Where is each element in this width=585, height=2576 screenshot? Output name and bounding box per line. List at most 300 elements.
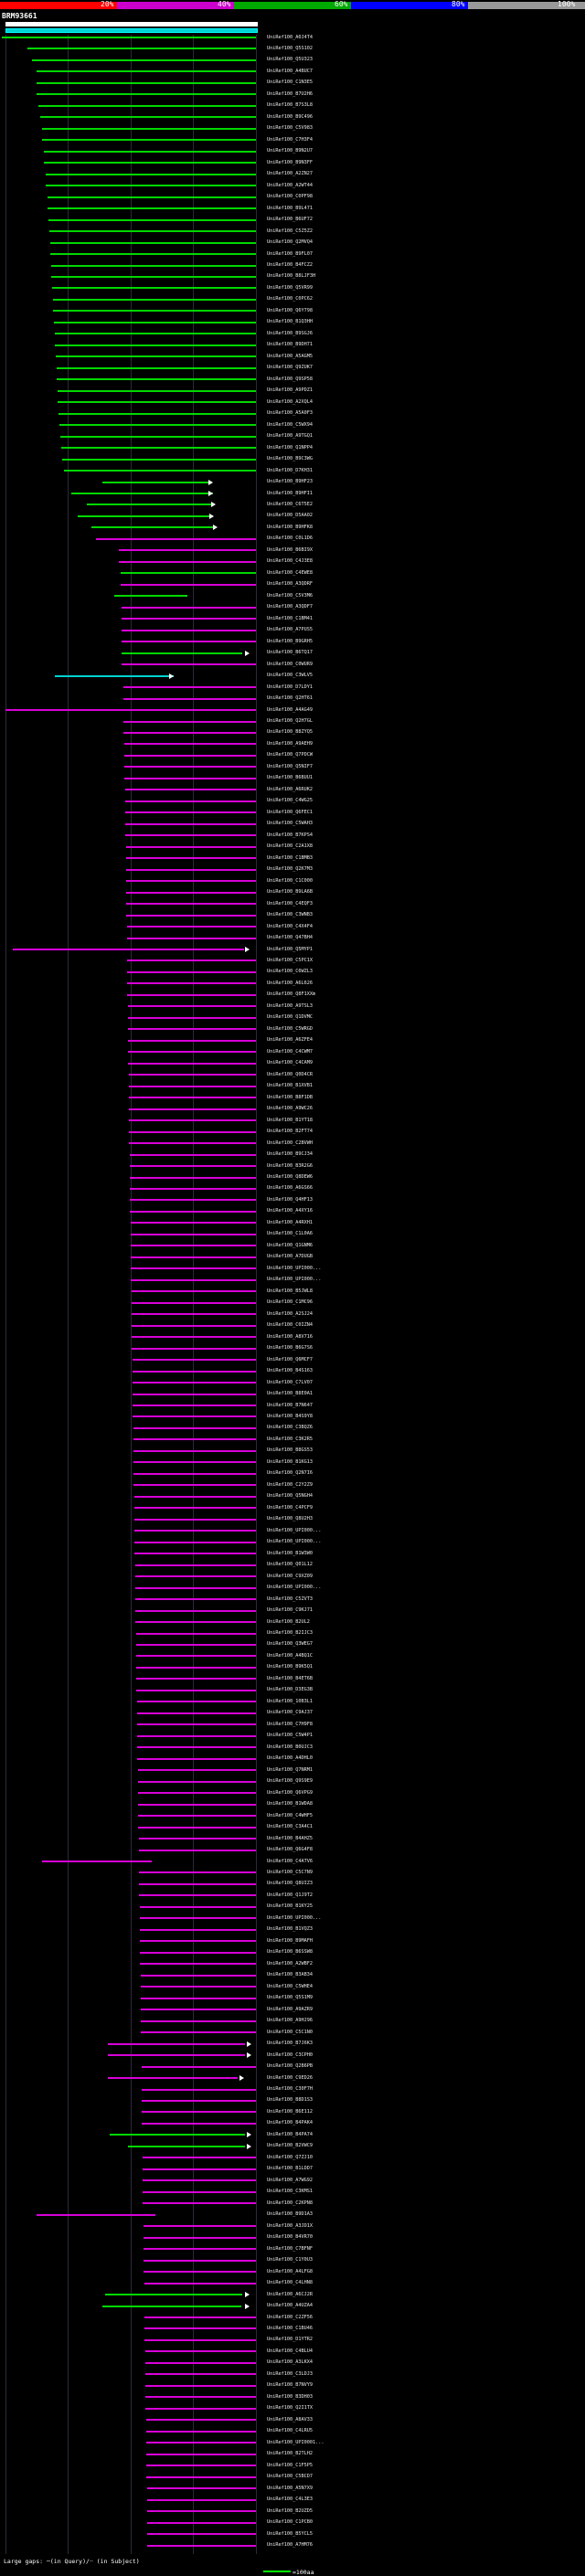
alignment-bar[interactable] [48,207,256,209]
alignment-bar[interactable] [133,1461,256,1463]
alignment-bar[interactable] [123,732,256,734]
hit-label[interactable]: UniRef100_C6T5E2 [267,501,313,507]
alignment-row[interactable] [0,1471,265,1477]
hit-label[interactable]: UniRef100_B7NVY9 [267,2382,313,2389]
alignment-bar[interactable] [122,607,256,609]
hit-label[interactable]: UniRef100_Q2I1TX [267,2405,313,2412]
alignment-row[interactable] [0,2019,265,2024]
alignment-bar[interactable] [143,2202,256,2204]
hit-label[interactable]: UniRef100_Q8F1XXm [267,991,316,998]
alignment-row[interactable] [0,936,265,941]
hit-label[interactable]: UniRef100_C4WG25 [267,798,313,804]
alignment-bar[interactable] [133,1484,256,1486]
alignment-bar[interactable] [135,1621,256,1623]
hit-label[interactable]: UniRef100_C6WZL3 [267,969,313,975]
alignment-row[interactable] [0,2281,265,2286]
alignment-row[interactable] [0,2304,265,2309]
alignment-row[interactable] [0,1915,265,1921]
alignment-row[interactable] [0,206,265,211]
alignment-bar[interactable] [121,584,256,586]
alignment-row[interactable] [0,673,265,679]
alignment-bar[interactable] [142,2100,256,2102]
alignment-bar[interactable] [40,116,256,118]
alignment-row[interactable] [0,855,265,861]
alignment-bar[interactable] [87,504,215,505]
alignment-bar[interactable] [128,1063,256,1065]
hit-label[interactable]: UniRef100_C4BLU4 [267,2348,313,2354]
hit-label[interactable]: UniRef100_A4DHL0 [267,1755,313,1762]
hit-label[interactable]: UniRef100_B9N3FF [267,159,313,165]
alignment-bar[interactable] [37,2214,155,2216]
hit-label[interactable]: UniRef100_A5AGM5 [267,353,313,359]
alignment-row[interactable] [0,217,265,223]
alignment-bar[interactable] [140,1929,256,1931]
hit-label[interactable]: UniRef100_C5WX94 [267,421,313,428]
alignment-bar[interactable] [136,1644,256,1646]
alignment-row[interactable] [0,1300,265,1306]
alignment-row[interactable] [0,2326,265,2331]
hit-label[interactable]: UniRef100_Q2MVQ4 [267,239,313,246]
alignment-row[interactable] [0,1163,265,1169]
hit-label[interactable]: UniRef100_A2WBF2 [267,1960,313,1966]
alignment-row[interactable] [0,160,265,165]
hit-label[interactable]: UniRef100_UPI0001... [267,2439,324,2445]
alignment-row[interactable] [0,2429,265,2434]
alignment-row[interactable] [0,1927,265,1933]
hit-label[interactable]: UniRef100_B8GS53 [267,1447,313,1454]
alignment-bar[interactable] [125,800,256,802]
alignment-bar[interactable] [126,857,256,859]
alignment-row[interactable] [0,1676,265,1681]
hit-label[interactable]: UniRef100_B2TLH2 [267,2451,313,2457]
hit-label[interactable]: UniRef100_A6CJ2R [267,2291,313,2297]
hit-label[interactable]: UniRef100_A7WG92 [267,2177,313,2183]
hit-label[interactable]: UniRef100_B6BUU1 [267,775,313,781]
hit-label[interactable]: UniRef100_C4EQF3 [267,900,313,906]
alignment-bar[interactable] [121,572,256,574]
alignment-bar[interactable] [129,1086,256,1087]
hit-label[interactable]: UniRef100_A2ZN27 [267,171,313,177]
alignment-row[interactable] [0,1961,265,1966]
alignment-bar[interactable] [42,1860,152,1862]
alignment-bar[interactable] [54,322,256,323]
alignment-row[interactable] [0,913,265,918]
alignment-row[interactable] [0,1118,265,1123]
alignment-bar[interactable] [2,37,256,38]
alignment-bar[interactable] [141,2009,256,2010]
hit-label[interactable]: UniRef100_B5JWL8 [267,1288,313,1294]
alignment-row[interactable] [0,1346,265,1352]
alignment-row[interactable] [0,2406,265,2412]
alignment-bar[interactable] [144,2260,256,2262]
alignment-row[interactable] [0,69,265,74]
alignment-row[interactable] [0,263,265,269]
alignment-bar[interactable] [132,1313,256,1315]
hit-label[interactable]: UniRef100_C3A4C1 [267,1824,313,1830]
hit-label[interactable]: UniRef100_Q1DVMC [267,1014,313,1021]
hit-label[interactable]: UniRef100_UPI000... [267,1585,322,1591]
hit-label[interactable]: UniRef100_C4J3E8 [267,558,313,565]
hit-label[interactable]: UniRef100_B7KPS4 [267,832,313,838]
alignment-bar[interactable] [131,1267,256,1269]
alignment-bar[interactable] [124,755,256,757]
alignment-row[interactable] [0,58,265,63]
hit-label[interactable]: UniRef100_C3K2R5 [267,1436,313,1442]
hit-label[interactable]: UniRef100_B9LA6B [267,889,313,896]
alignment-row[interactable] [0,1540,265,1545]
hit-label[interactable]: UniRef100_A4LFG8 [267,2268,313,2274]
alignment-row[interactable] [0,970,265,975]
hit-label[interactable]: UniRef100_D5AA02 [267,513,313,519]
alignment-row[interactable] [0,1448,265,1454]
hit-label[interactable]: UniRef100_B7J6K3 [267,2041,313,2047]
hit-label[interactable]: UniRef100_A7HM76 [267,2542,313,2549]
hit-label[interactable]: UniRef100_B2IJC3 [267,1630,313,1637]
alignment-row[interactable] [0,1848,265,1853]
hit-label[interactable]: UniRef100_B4AHZ5 [267,1835,313,1841]
alignment-row[interactable] [0,525,265,530]
alignment-row[interactable] [0,536,265,542]
hit-label[interactable]: UniRef100_A5N7X9 [267,2485,313,2491]
alignment-bar[interactable] [145,2362,256,2364]
alignment-bar[interactable] [122,663,256,665]
alignment-row[interactable] [0,411,265,417]
hit-label[interactable]: UniRef100_Q5S102 [267,45,313,51]
alignment-row[interactable] [0,1220,265,1225]
hit-label[interactable]: UniRef100_B2FT74 [267,1129,313,1135]
alignment-row[interactable] [0,1084,265,1089]
alignment-row[interactable] [0,1015,265,1021]
hit-label[interactable]: UniRef100_C1Y0U3 [267,2257,313,2263]
hit-label[interactable]: UniRef100_B9HF23 [267,479,313,485]
alignment-bar[interactable] [131,1234,256,1235]
hit-label[interactable]: UniRef100_B9HFI1 [267,490,313,496]
hit-label[interactable]: UniRef100_B1KY25 [267,1903,313,1910]
alignment-bar[interactable] [134,1542,256,1543]
alignment-row[interactable] [0,2075,265,2081]
alignment-bar[interactable] [122,618,256,620]
alignment-row[interactable] [0,616,265,621]
hit-label[interactable]: UniRef100_C4LHN8 [267,2280,313,2286]
alignment-bar[interactable] [133,1394,256,1395]
alignment-bar[interactable] [142,2066,256,2068]
alignment-bar[interactable] [51,265,256,267]
hit-label[interactable]: UniRef100_C1MC96 [267,1299,313,1306]
alignment-row[interactable] [0,547,265,553]
alignment-row[interactable] [0,707,265,713]
alignment-bar[interactable] [136,1667,256,1669]
alignment-bar[interactable] [129,1097,256,1098]
hit-label[interactable]: UniRef100_C7H9F8 [267,1721,313,1727]
hit-label[interactable]: UniRef100_C3LDJ3 [267,2370,313,2377]
alignment-row[interactable] [0,844,265,850]
alignment-bar[interactable] [13,949,244,950]
hit-label[interactable]: UniRef100_B4PAK4 [267,2120,313,2126]
alignment-row[interactable] [0,1596,265,1602]
alignment-row[interactable] [0,1585,265,1591]
alignment-bar[interactable] [125,834,256,836]
alignment-row[interactable] [0,2417,265,2422]
alignment-row[interactable] [0,776,265,781]
alignment-bar[interactable] [46,174,256,175]
alignment-row[interactable] [0,445,265,451]
alignment-row[interactable] [0,1505,265,1511]
alignment-bar[interactable] [130,1177,256,1179]
alignment-bar[interactable] [127,959,256,961]
alignment-bar[interactable] [141,1998,256,1999]
alignment-bar[interactable] [145,2350,256,2352]
hit-label[interactable]: UniRef100_A0J4T4 [267,34,313,40]
hit-label[interactable]: UniRef100_Q4HF13 [267,1196,313,1203]
alignment-row[interactable] [0,240,265,246]
alignment-row[interactable] [0,924,265,929]
alignment-row[interactable] [0,1049,265,1055]
hit-label[interactable]: UniRef100_C5V3M6 [267,592,313,599]
alignment-bar[interactable] [131,1256,256,1258]
alignment-row[interactable] [0,251,265,257]
alignment-row[interactable] [0,2394,265,2400]
alignment-row[interactable] [0,1140,265,1146]
alignment-bar[interactable] [137,1701,256,1702]
alignment-bar[interactable] [128,1028,256,1030]
alignment-row[interactable] [0,1107,265,1112]
alignment-bar[interactable] [134,1496,256,1498]
hit-label[interactable]: UniRef100_10B3L1 [267,1698,313,1704]
alignment-row[interactable] [0,684,265,690]
alignment-row[interactable] [0,753,265,758]
alignment-bar[interactable] [147,2510,256,2512]
alignment-bar[interactable] [124,778,256,779]
alignment-bar[interactable] [145,2396,256,2398]
alignment-bar[interactable] [137,1758,256,1760]
alignment-bar[interactable] [133,1415,256,1417]
alignment-bar[interactable] [138,1781,256,1783]
alignment-bar[interactable] [102,2306,241,2307]
alignment-row[interactable] [0,1551,265,1556]
alignment-bar[interactable] [133,1359,256,1361]
alignment-bar[interactable] [141,2020,256,2022]
alignment-bar[interactable] [131,1222,256,1224]
alignment-bar[interactable] [114,595,187,597]
hit-label[interactable]: UniRef100_B3AB34 [267,1972,313,1978]
alignment-bar[interactable] [132,1302,256,1304]
alignment-row[interactable] [0,1528,265,1533]
hit-label[interactable]: UniRef100_Q5NGH4 [267,1493,313,1500]
alignment-row[interactable] [0,1699,265,1704]
alignment-bar[interactable] [42,128,256,130]
alignment-row[interactable] [0,1186,265,1192]
hit-label[interactable]: UniRef100_Q9ZUK7 [267,365,313,371]
alignment-row[interactable] [0,2520,265,2526]
alignment-bar[interactable] [135,1598,256,1600]
alignment-bar[interactable] [44,162,256,164]
alignment-bar[interactable] [136,1678,256,1680]
hit-label[interactable]: UniRef100_Q9SP58 [267,376,313,382]
hit-label[interactable]: UniRef100_UPI000... [267,1914,322,1921]
alignment-bar[interactable] [140,1963,256,1965]
hit-label[interactable]: UniRef100_B1WDA8 [267,1801,313,1807]
hit-label[interactable]: UniRef100_B9C3WG [267,456,313,462]
alignment-row[interactable] [0,1744,265,1750]
alignment-bar[interactable] [130,1211,256,1213]
hit-label[interactable]: UniRef100_C9ED26 [267,2074,313,2081]
hit-label[interactable]: UniRef100_C4L3E3 [267,2496,313,2503]
alignment-row[interactable] [0,1072,265,1077]
alignment-bar[interactable] [126,880,256,882]
alignment-row[interactable] [0,1003,265,1009]
hit-label[interactable]: UniRef100_B2VWC9 [267,2143,313,2149]
alignment-bar[interactable] [144,2283,256,2284]
hit-label[interactable]: UniRef100_A9TSL3 [267,1002,313,1009]
alignment-row[interactable] [0,320,265,325]
alignment-row[interactable] [0,2508,265,2514]
alignment-row[interactable] [0,1836,265,1841]
alignment-row[interactable] [0,354,265,359]
alignment-row[interactable] [0,1950,265,1956]
alignment-row[interactable] [0,1563,265,1568]
alignment-bar[interactable] [48,196,256,198]
alignment-row[interactable] [0,457,265,462]
alignment-bar[interactable] [144,2316,256,2318]
alignment-row[interactable] [0,80,265,86]
alignment-bar[interactable] [125,789,256,790]
hit-label[interactable]: UniRef100_B5YCL5 [267,2530,313,2537]
alignment-bar[interactable] [105,2294,242,2295]
alignment-bar[interactable] [102,482,212,483]
alignment-row[interactable] [0,832,265,838]
alignment-row[interactable] [0,1026,265,1032]
hit-label[interactable]: UniRef100_C0IZN4 [267,1322,313,1329]
alignment-row[interactable] [0,2452,265,2457]
alignment-bar[interactable] [143,2191,256,2193]
alignment-row[interactable] [0,1369,265,1374]
alignment-row[interactable] [0,593,265,599]
alignment-bar[interactable] [123,721,256,723]
hit-label[interactable]: UniRef100_Q8UIZ3 [267,1881,313,1887]
hit-label[interactable]: UniRef100_B4FCZ2 [267,262,313,268]
alignment-bar[interactable] [48,219,256,221]
alignment-bar[interactable] [147,2487,256,2489]
alignment-bar[interactable] [60,436,256,438]
hit-label[interactable]: UniRef100_B6UF72 [267,217,313,223]
alignment-row[interactable] [0,1984,265,1989]
alignment-row[interactable] [0,1574,265,1579]
alignment-bar[interactable] [141,2031,256,2033]
hit-label[interactable]: UniRef100_C5WHE4 [267,1983,313,1989]
alignment-row[interactable] [0,434,265,440]
hit-label[interactable]: UniRef100_C3WNB3 [267,912,313,918]
hit-label[interactable]: UniRef100_C1N3E5 [267,80,313,86]
hit-label[interactable]: UniRef100_B4ET6B [267,1675,313,1681]
alignment-bar[interactable] [58,401,256,403]
alignment-row[interactable] [0,2383,265,2389]
alignment-bar[interactable] [140,1952,256,1954]
alignment-bar[interactable] [138,1769,256,1771]
alignment-bar[interactable] [126,869,256,871]
hit-label[interactable]: UniRef100_Q8U2H3 [267,1516,313,1522]
hit-label[interactable]: UniRef100_Q7ZJ10 [267,2154,313,2160]
alignment-row[interactable] [0,388,265,394]
alignment-row[interactable] [0,1665,265,1670]
alignment-row[interactable] [0,1996,265,2001]
hit-label[interactable]: UniRef100_C3CPH0 [267,2051,313,2058]
hit-label[interactable]: UniRef100_A4XY16 [267,1208,313,1214]
alignment-row[interactable] [0,1722,265,1727]
alignment-bar[interactable] [129,1131,256,1133]
alignment-bar[interactable] [128,1040,256,1042]
hit-label[interactable]: UniRef100_D1YTR2 [267,2337,313,2343]
hit-label[interactable]: UniRef100_C2ZF56 [267,2314,313,2320]
hit-label[interactable]: UniRef100_C1PCB0 [267,2519,313,2526]
alignment-bar[interactable] [78,515,213,517]
alignment-bar[interactable] [55,333,256,334]
hit-label[interactable]: UniRef100_A3JD1X [267,2222,313,2229]
hit-label[interactable]: UniRef100_C5PC1X [267,957,313,963]
alignment-bar[interactable] [146,2431,256,2433]
alignment-row[interactable] [0,285,265,291]
alignment-bar[interactable] [127,938,256,939]
alignment-bar[interactable] [137,1746,256,1748]
hit-label[interactable]: UniRef100_A4AG49 [267,706,313,713]
alignment-row[interactable] [0,1334,265,1340]
alignment-row[interactable] [0,639,265,644]
hit-label[interactable]: UniRef100_B4S163 [267,1368,313,1374]
alignment-row[interactable] [0,582,265,588]
alignment-row[interactable] [0,1288,265,1294]
alignment-bar[interactable] [136,1633,256,1635]
alignment-bar[interactable] [50,253,256,255]
alignment-bar[interactable] [134,1530,256,1532]
alignment-row[interactable] [0,2223,265,2229]
hit-label[interactable]: UniRef100_C5Z5Z2 [267,228,313,234]
hit-label[interactable]: UniRef100_Q0D4CR [267,1071,313,1077]
alignment-bar[interactable] [135,1575,256,1577]
alignment-bar[interactable] [133,1438,256,1440]
hit-label[interactable]: UniRef100_A2XQL4 [267,398,313,405]
hit-label[interactable]: UniRef100_Q6FEC1 [267,809,313,815]
hit-label[interactable]: UniRef100_B9C496 [267,113,313,120]
alignment-row[interactable] [0,605,265,610]
alignment-row[interactable] [0,1711,265,1716]
alignment-row[interactable] [0,126,265,132]
alignment-bar[interactable] [147,2533,256,2535]
alignment-bar[interactable] [108,2054,245,2056]
alignment-bar[interactable] [145,2373,256,2375]
hit-label[interactable]: UniRef100_Q2K7M3 [267,866,313,873]
alignment-bar[interactable] [134,1507,256,1509]
hit-label[interactable]: UniRef100_C3WLV5 [267,673,313,679]
hit-label[interactable]: UniRef100_A9AEH9 [267,740,313,747]
hit-label[interactable]: UniRef100_A2WT44 [267,182,313,188]
alignment-row[interactable] [0,2269,265,2274]
alignment-bar[interactable] [134,1553,256,1554]
hit-label[interactable]: UniRef100_C0PF98 [267,194,313,200]
alignment-row[interactable] [0,696,265,702]
alignment-row[interactable] [0,399,265,405]
hit-label[interactable]: UniRef100_C5WAH3 [267,821,313,827]
alignment-bar[interactable] [132,1348,256,1350]
alignment-row[interactable] [0,2292,265,2297]
hit-label[interactable]: UniRef100_B7U2H6 [267,90,313,97]
hit-label[interactable]: UniRef100_Q2N7I6 [267,1470,313,1477]
alignment-row[interactable] [0,1870,265,1875]
alignment-row[interactable] [0,2371,265,2377]
hit-label[interactable]: UniRef100_D7KH31 [267,467,313,473]
alignment-row[interactable] [0,2463,265,2468]
hit-label[interactable]: UniRef100_Q6VPG9 [267,1789,313,1796]
hit-label[interactable]: UniRef100_B8LJF3H [267,273,316,280]
alignment-bar[interactable] [139,1883,256,1885]
